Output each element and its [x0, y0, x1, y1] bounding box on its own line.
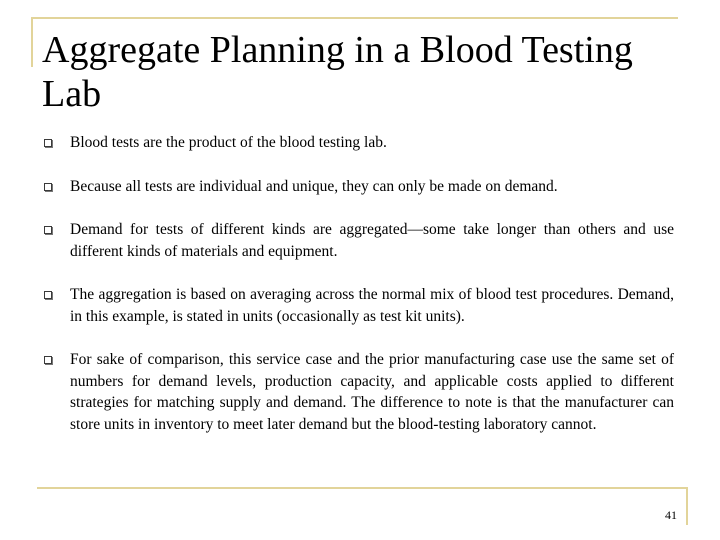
bullet-item — [40, 284, 674, 327]
frame-bottom-line — [37, 487, 688, 489]
bullet-text: The aggregation is based on averaging across the normal mix of blood test procedures. Demand, in this example, is stated in units (occasionally as test kit units). — [70, 286, 674, 325]
checkbox-bullet-icon — [44, 226, 52, 234]
frame-right-line — [686, 487, 688, 525]
bullet-item — [40, 132, 674, 154]
bullet-item — [40, 176, 674, 198]
bullet-text: Because all tests are individual and unique, they can only be made on demand. — [70, 177, 558, 195]
frame-left-line — [31, 17, 33, 67]
bullet-list — [40, 132, 674, 435]
checkbox-bullet-icon — [44, 291, 52, 299]
bullet-text: Blood tests are the product of the blood testing lab. — [70, 134, 387, 151]
checkbox-bullet-icon — [44, 183, 52, 191]
checkbox-bullet-icon — [44, 139, 52, 147]
bullet-item — [40, 349, 674, 435]
frame-top-line — [31, 17, 678, 19]
checkbox-bullet-icon — [44, 356, 52, 364]
slide-title: Aggregate Planning in a Blood Testing Lab — [42, 29, 633, 115]
bullet-text: For sake of comparison, this service case and the prior manufacturing case use the same set of numbers for demand levels, production capacity, and applicable costs applied to different strategies for matching supply and demand. The difference to note is that the manufacturer can store units in inventory to meet later demand but the blood-testing laboratory cannot. — [70, 351, 674, 433]
bullet-item — [40, 219, 674, 262]
page-number: 41 — [665, 508, 677, 522]
bullet-text: Demand for tests of different kinds are aggregated—some take longer than others and use different kinds of materials and equipment. — [70, 221, 674, 260]
